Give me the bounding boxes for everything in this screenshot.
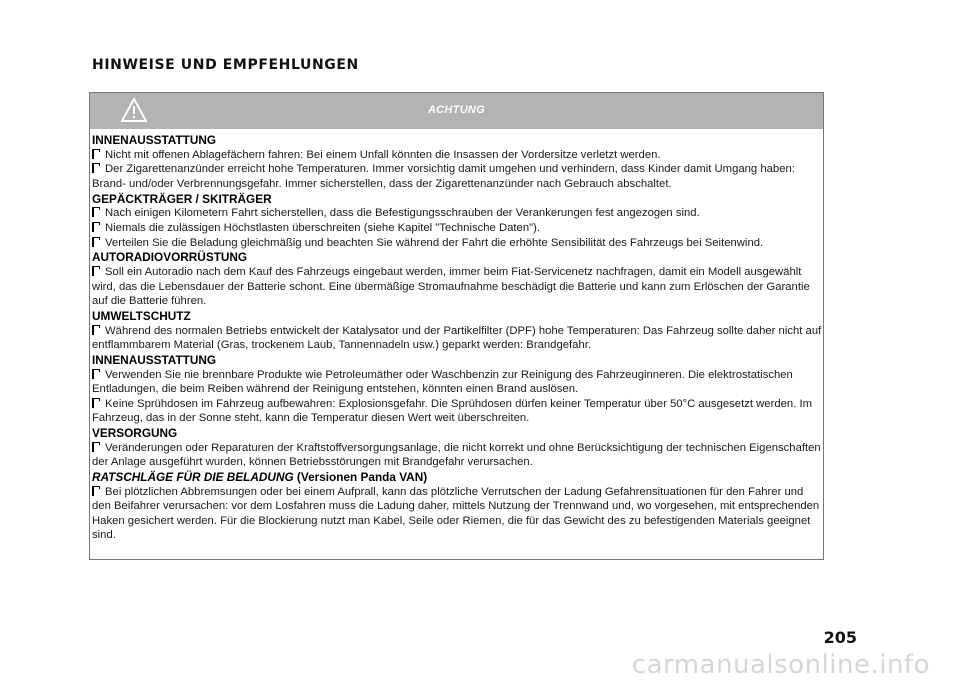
section-title-italic: RATSCHLÄGE FÜR DIE BELADUNG: [92, 469, 294, 484]
list-item-text: Bei plötzlichen Abbremsungen oder bei einem Aufprall, kann das plötzliche Verrutschen der Ladung Gefahrensituationen für den Fahrer und den Beifahrer verursachen: vor dem Losfahren muss die Ladung daher, mittels Nutzung der Trennwand und, wo vorgesehen, mit entsprechenden Haken gesichert werden. Für die Blockierung nutzt man Kabel, Seile oder Riemen, die für das Gewicht des zu befestigenden Materials geeignet sind.: [92, 485, 820, 542]
list-item-text: Veränderungen oder Reparaturen der Kraftstoffversorgungsanlage, die nicht korrekt und ohne Berücksichtigung der technischen Eigenschaften der Anlage ausgeführt wurden, können Betriebsstörungen mit Brandgefahr verursachen.: [92, 441, 821, 469]
section-title: UMWELTSCHUTZ: [92, 308, 191, 323]
list-item: [92, 368, 823, 397]
warning-header: [90, 93, 823, 129]
list-item: [92, 397, 823, 426]
list-item-text: Verteilen Sie die Beladung gleichmäßig und beachten Sie während der Fahrt die erhöhte Sensibilität des Fahrzeugs bei Seitenwind.: [105, 236, 764, 249]
warning-label: ACHTUNG: [427, 104, 486, 116]
list-item-text: Der Zigarettenanzünder erreicht hohe Temperaturen. Immer vorsichtig damit umgehen und verhindern, dass Kinder damit Umgang haben: Brand- und/oder Verbrennungsgefahr. Immer sicherstellen, dass der Zigarettenanzünder nach Gebrauch abschaltet.: [92, 163, 795, 190]
list-item: [92, 236, 823, 251]
bullet-icon: [92, 325, 101, 335]
list-item: [92, 221, 823, 236]
bullet-icon: [92, 237, 101, 247]
list-item-text: Soll ein Autoradio nach dem Kauf des Fahrzeugs eingebaut werden, immer beim Fiat-Servicenetz nachfragen, damit ein Modell ausgewählt wird, das die Lebensdauer der Batterie schont. Eine übermäßige Stromaufnahme beschädigt die Batterie und kann zum Erlöschen der Garantie auf die Batterie führen.: [92, 265, 810, 308]
section-title: INNENAUSSTATTUNG: [92, 133, 217, 147]
bullet-icon: [92, 266, 101, 276]
bullet-icon: [92, 149, 101, 159]
section-title: [92, 470, 823, 485]
warning-body: [90, 129, 823, 543]
bullet-icon: [92, 222, 101, 232]
warning-box: [89, 92, 824, 560]
bullet-icon: [92, 369, 101, 379]
section-title: AUTORADIOVORRÜSTUNG: [92, 250, 248, 265]
list-item: [92, 148, 823, 163]
page-number: 205: [823, 628, 857, 647]
list-item-text: Nach einigen Kilometern Fahrt sicherstellen, dass die Befestigungsschrauben der Verankerungen fest angezogen sind.: [105, 207, 700, 220]
page-title: HINWEISE UND EMPFEHLUNGEN: [92, 57, 359, 73]
list-item-text: Nicht mit offenen Ablagefächern fahren: Bei einem Unfall könnten die Insassen der Vordersitze verletzt werden.: [105, 148, 661, 161]
list-item-text: Verwenden Sie nie brennbare Produkte wie Petroleumäther oder Waschbenzin zur Reinigung des Fahrzeuginneren. Die elektrostatischen Entladungen, die beim Reiben während der Reinigung entstehen, könnten einen Brand auslösen.: [92, 368, 793, 396]
section-title: GEPÄCKTRÄGER / SKITRÄGER: [92, 191, 272, 206]
watermark: carmanualsonline.info: [631, 650, 930, 680]
list-item: [92, 485, 823, 543]
bullet-icon: [92, 207, 101, 217]
list-item: [92, 162, 823, 191]
section-title: INNENAUSSTATTUNG: [92, 352, 217, 367]
list-item: [92, 324, 823, 353]
list-item-text: Während des normalen Betriebs entwickelt der Katalysator und der Partikelfilter (DPF) hohe Temperaturen: Das Fahrzeug sollte daher nicht auf entflammbarem Material (Gras, trockenem Laub, Tannennadeln usw.) geparkt werden: Brandgefahr.: [92, 324, 822, 352]
bullet-icon: [92, 398, 101, 408]
list-item: [92, 206, 823, 221]
bullet-icon: [92, 442, 101, 452]
section-title: VERSORGUNG: [92, 425, 178, 440]
list-item-text: Niemals die zulässigen Höchstlasten überschreiten (siehe Kapitel "Technische Daten").: [105, 221, 541, 234]
list-item-text: Keine Sprühdosen im Fahrzeug aufbewahren: Explosionsgefahr. Die Sprühdosen dürfen keiner Temperatur über 50°C ausgesetzt werden. Im Fahrzeug, das in der Sonne steht, kann die Temperatur diesen Wert weit überschreiten.: [92, 397, 813, 425]
bullet-icon: [92, 163, 101, 173]
list-item: [92, 441, 823, 470]
list-item: [92, 265, 823, 309]
section-title-suffix: (Versionen Panda VAN): [293, 469, 428, 484]
bullet-icon: [92, 486, 101, 496]
